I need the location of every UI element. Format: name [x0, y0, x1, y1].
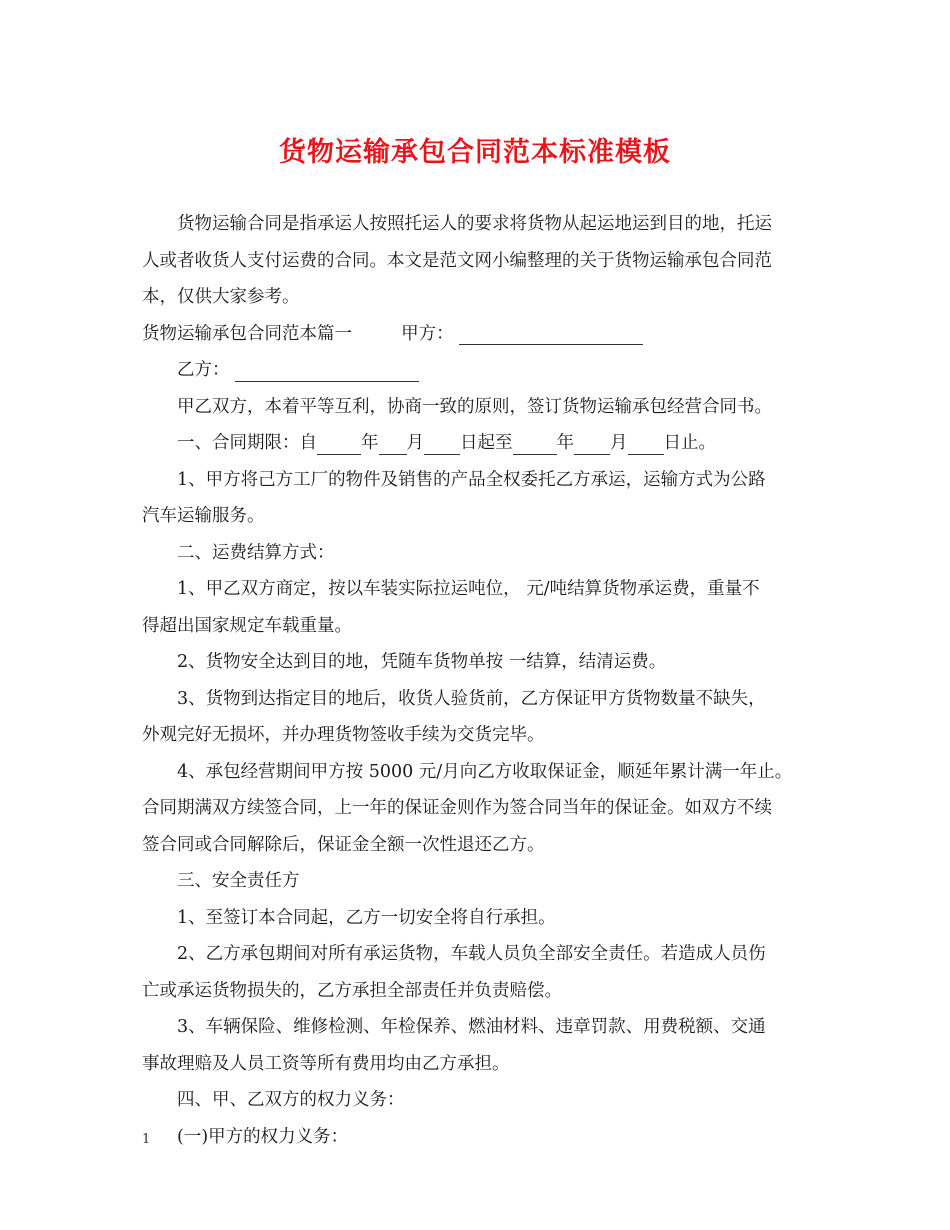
term-label: 一、合同期限：自	[177, 433, 317, 453]
start-month-blank	[379, 432, 407, 455]
section-line	[142, 316, 814, 353]
paragraph-line: 本，仅供大家参考。	[142, 287, 300, 307]
paragraph-line: 2、乙方承包期间对所有承运货物，车载人员负全部安全责任。若造成人员伤	[177, 944, 766, 964]
paragraph-line: 事故理赔及人员工资等所有费用均由乙方承担。	[142, 1053, 510, 1074]
paragraph-line: 3、车辆保险、维修检测、年检保养、燃油材料、违章罚款、用费税额、交通	[177, 1017, 766, 1037]
end-label: 日止。	[663, 433, 716, 453]
section-heading: 三、安全责任方	[177, 871, 300, 891]
month-label: 月	[610, 433, 628, 453]
paragraph-line: 4、承包经营期间甲方按 5000 元/月向乙方收取保证金，顺延年累计满一年止。	[177, 761, 793, 782]
section-heading: 四、甲、乙双方的权力义务：	[177, 1090, 405, 1110]
party-b-blank	[235, 359, 419, 382]
end-year-blank	[513, 432, 557, 455]
year-label: 年	[556, 433, 574, 453]
paragraph-line: 外观完好无损坏，并办理货物签收手续为交货完毕。	[142, 725, 545, 745]
paragraph-line: 2、货物安全达到目的地，凭随车货物单按 一结算，结清运费。	[177, 652, 667, 672]
contract-term-line	[142, 425, 814, 462]
month-label: 月	[406, 433, 424, 453]
party-a-label: 甲方：	[401, 323, 454, 344]
party-b-label: 乙方：	[177, 360, 230, 380]
section-heading: 货物运输承包合同范本篇一	[142, 323, 352, 344]
paragraph-line: 合同期满双方续签合同，上一年的保证金则作为签合同当年的保证金。如双方不续	[142, 798, 772, 818]
paragraph-line: 汽车运输服务。	[142, 506, 265, 526]
end-month-blank	[574, 432, 610, 455]
document-title: 货物运输承包合同范本标准模板	[279, 137, 671, 168]
year-label: 年	[361, 433, 379, 453]
start-year-blank	[317, 432, 361, 455]
paragraph-line: 签合同或合同解除后，保证金全额一次性退还乙方。	[142, 834, 545, 855]
page-number: 1	[142, 1132, 151, 1147]
paragraph-line: 货物运输合同是指承运人按照托运人的要求将货物从起运地运到目的地，托运	[177, 214, 772, 234]
paragraph-line: 1、甲方将己方工厂的物件及销售的产品全权委托乙方承运，运输方式为公路	[177, 469, 766, 490]
paragraph-line: 1、至签订本合同起，乙方一切安全将自行承担。	[177, 907, 556, 928]
document-body	[142, 206, 814, 1155]
from-to-label: 日起至	[460, 433, 513, 453]
start-day-blank	[424, 432, 460, 455]
party-a-blank	[459, 322, 643, 345]
paragraph-line: 甲乙双方，本着平等互利，协商一致的原则，签订货物运输承包经营合同书。	[177, 396, 772, 417]
paragraph-line: 亡或承运货物损失的，乙方承担全部责任并负责赔偿。	[142, 980, 562, 1001]
section-heading: 二、运费结算方式：	[177, 542, 335, 563]
subsection-heading: (一)甲方的权力义务：	[177, 1126, 349, 1147]
paragraph-line: 3、货物到达指定目的地后，收货人验货前，乙方保证甲方货物数量不缺失，	[177, 688, 766, 709]
paragraph-line: 人或者收货人支付运费的合同。本文是范文网小编整理的关于货物运输承包合同范	[142, 250, 772, 271]
party-b-line	[142, 352, 814, 389]
paragraph-line: 1、甲乙双方商定，按以车装实际拉运吨位， 元/吨结算货物承运费，重量不	[177, 579, 760, 599]
paragraph-line: 得超出国家规定车载重量。	[142, 615, 352, 636]
end-day-blank	[628, 432, 664, 455]
